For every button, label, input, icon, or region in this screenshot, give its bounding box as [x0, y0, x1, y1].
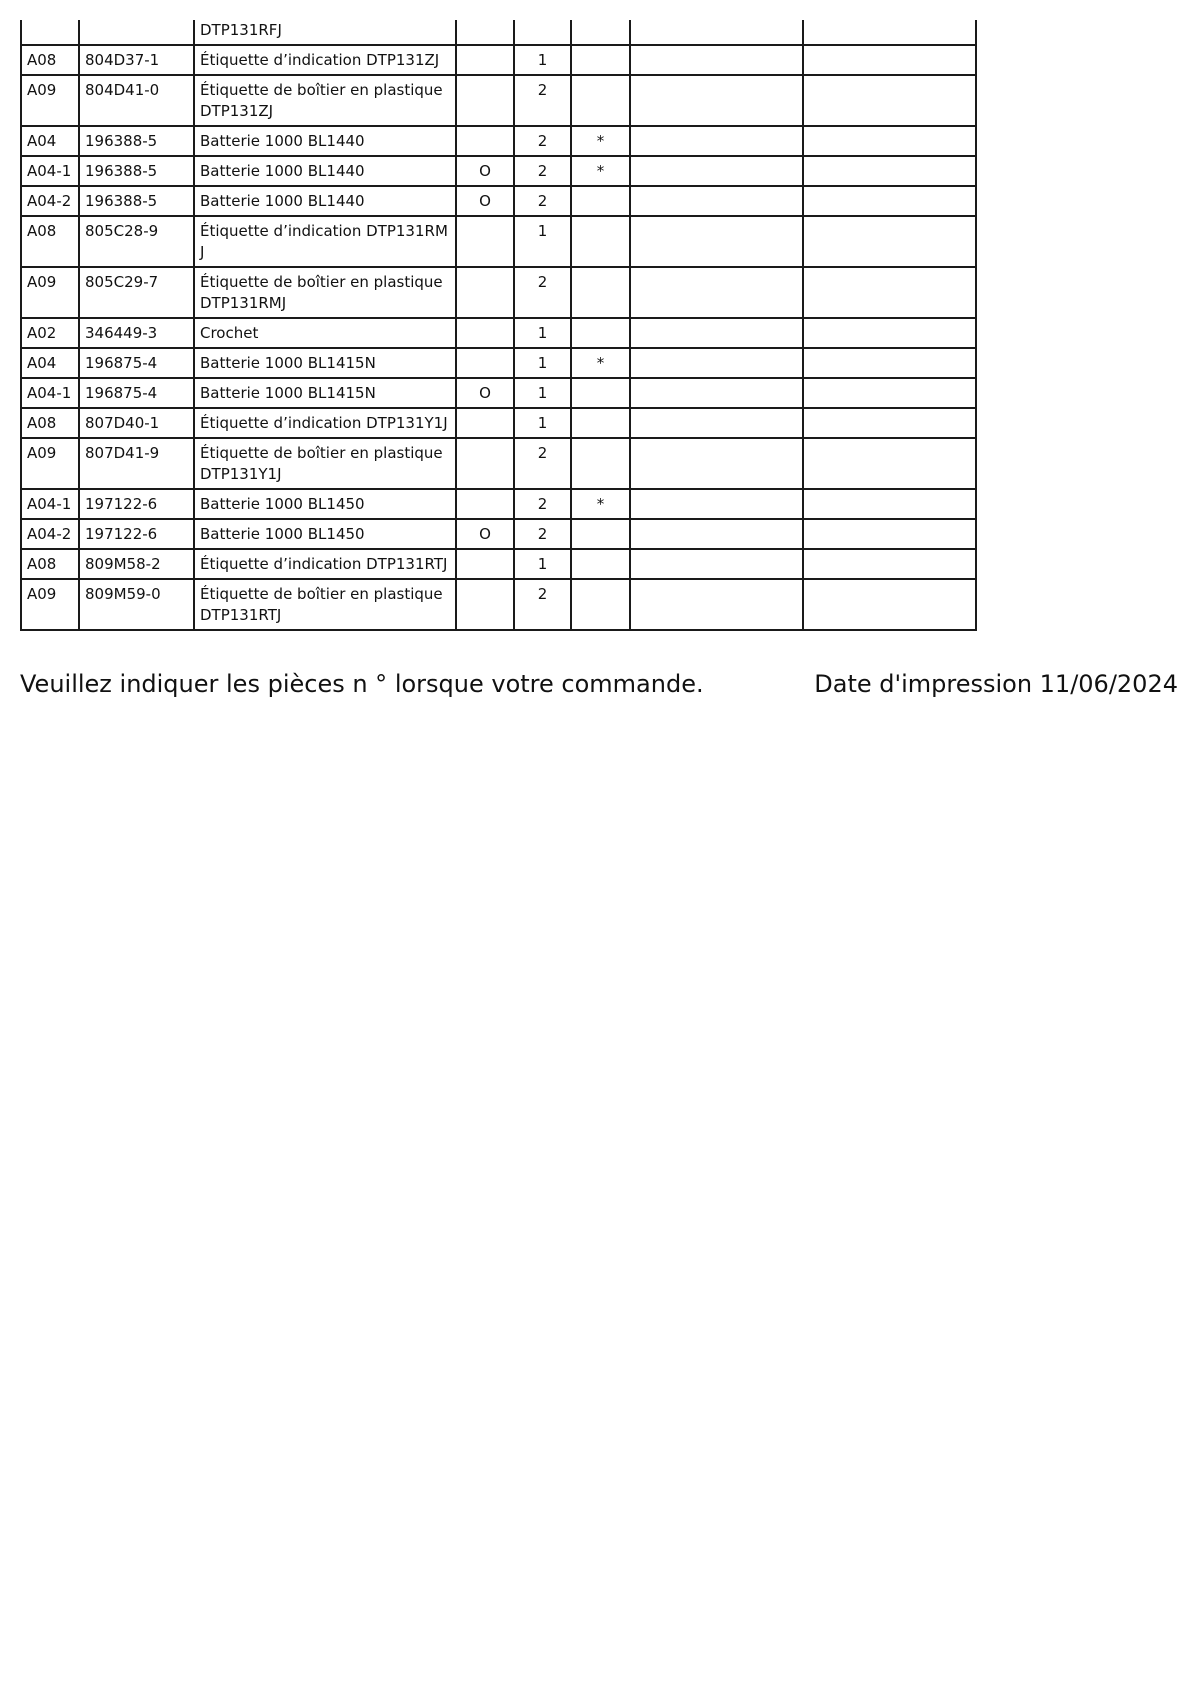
ref-cell: A02 — [21, 318, 79, 348]
note-cell: * — [571, 489, 630, 519]
description-cell: DTP131RFJ — [194, 20, 456, 45]
description-cell: Batterie 1000 BL1440 — [194, 186, 456, 216]
table-row — [21, 489, 976, 519]
quantity-cell: 2 — [514, 75, 571, 126]
description-cell: Batterie 1000 BL1415N — [194, 348, 456, 378]
table-row — [21, 549, 976, 579]
description-cell: Étiquette d’indication DTP131Y1J — [194, 408, 456, 438]
note-cell: * — [571, 156, 630, 186]
blank-cell — [630, 20, 803, 45]
option-cell — [456, 408, 514, 438]
quantity-cell: 2 — [514, 489, 571, 519]
description-cell: Étiquette de boîtier en plastique DTP131RTJ — [194, 579, 456, 630]
part-number-cell: 804D41-0 — [79, 75, 194, 126]
description-cell: Étiquette de boîtier en plastique DTP131Y1J — [194, 438, 456, 489]
option-cell: O — [456, 156, 514, 186]
ref-cell: A04-1 — [21, 156, 79, 186]
note-cell — [571, 519, 630, 549]
blank-cell — [803, 267, 976, 318]
description-cell: Étiquette d’indication DTP131RTJ — [194, 549, 456, 579]
option-cell — [456, 579, 514, 630]
blank-cell — [803, 126, 976, 156]
option-cell — [456, 75, 514, 126]
part-number-cell: 807D41-9 — [79, 438, 194, 489]
description-cell: Étiquette d’indication DTP131ZJ — [194, 45, 456, 75]
print-date: Date d'impression 11/06/2024 — [814, 670, 1178, 698]
ref-cell: A04-2 — [21, 519, 79, 549]
quantity-cell: 1 — [514, 216, 571, 267]
part-number-cell: 805C29-7 — [79, 267, 194, 318]
quantity-cell: 1 — [514, 348, 571, 378]
note-cell — [571, 186, 630, 216]
ref-cell: A09 — [21, 438, 79, 489]
part-number-cell: 196388-5 — [79, 186, 194, 216]
quantity-cell: 2 — [514, 519, 571, 549]
part-number-cell: 804D37-1 — [79, 45, 194, 75]
blank-cell — [803, 549, 976, 579]
ref-cell: A08 — [21, 549, 79, 579]
blank-cell — [630, 318, 803, 348]
blank-cell — [803, 378, 976, 408]
option-cell — [456, 20, 514, 45]
table-row — [21, 75, 976, 126]
description-cell: Crochet — [194, 318, 456, 348]
ref-cell: A04-1 — [21, 489, 79, 519]
quantity-cell: 2 — [514, 267, 571, 318]
blank-cell — [803, 186, 976, 216]
option-cell — [456, 45, 514, 75]
quantity-cell: 2 — [514, 156, 571, 186]
table-row — [21, 579, 976, 630]
table-row — [21, 267, 976, 318]
description-cell: Étiquette de boîtier en plastique DTP131RMJ — [194, 267, 456, 318]
note-cell — [571, 549, 630, 579]
part-number-cell: 197122-6 — [79, 519, 194, 549]
blank-cell — [630, 408, 803, 438]
quantity-cell — [514, 20, 571, 45]
note-cell — [571, 408, 630, 438]
option-cell — [456, 126, 514, 156]
table-row — [21, 45, 976, 75]
description-cell: Batterie 1000 BL1440 — [194, 156, 456, 186]
ref-cell: A09 — [21, 579, 79, 630]
blank-cell — [630, 489, 803, 519]
part-number-cell: 809M59-0 — [79, 579, 194, 630]
description-cell: Batterie 1000 BL1415N — [194, 378, 456, 408]
blank-cell — [630, 549, 803, 579]
table-row — [21, 408, 976, 438]
description-cell: Batterie 1000 BL1440 — [194, 126, 456, 156]
option-cell — [456, 216, 514, 267]
part-number-cell: 346449-3 — [79, 318, 194, 348]
description-cell: Batterie 1000 BL1450 — [194, 519, 456, 549]
table-row — [21, 519, 976, 549]
blank-cell — [803, 579, 976, 630]
quantity-cell: 1 — [514, 549, 571, 579]
blank-cell — [630, 519, 803, 549]
part-number-cell: 196388-5 — [79, 156, 194, 186]
option-cell — [456, 549, 514, 579]
part-number-cell: 809M58-2 — [79, 549, 194, 579]
ref-cell: A09 — [21, 75, 79, 126]
ref-cell: A08 — [21, 45, 79, 75]
table-row — [21, 156, 976, 186]
ref-cell: A04 — [21, 348, 79, 378]
part-number-cell — [79, 20, 194, 45]
ref-cell: A04-2 — [21, 186, 79, 216]
table-row — [21, 126, 976, 156]
quantity-cell: 1 — [514, 45, 571, 75]
part-number-cell: 196388-5 — [79, 126, 194, 156]
blank-cell — [630, 126, 803, 156]
blank-cell — [630, 438, 803, 489]
blank-cell — [803, 318, 976, 348]
blank-cell — [803, 45, 976, 75]
parts-table — [20, 20, 977, 631]
ref-cell: A04-1 — [21, 378, 79, 408]
blank-cell — [803, 489, 976, 519]
blank-cell — [803, 156, 976, 186]
part-number-cell: 807D40-1 — [79, 408, 194, 438]
quantity-cell: 2 — [514, 186, 571, 216]
description-cell: Étiquette d’indication DTP131RM J — [194, 216, 456, 267]
blank-cell — [630, 216, 803, 267]
note-cell — [571, 318, 630, 348]
note-cell — [571, 438, 630, 489]
option-cell — [456, 438, 514, 489]
blank-cell — [803, 75, 976, 126]
description-cell: Étiquette de boîtier en plastique DTP131ZJ — [194, 75, 456, 126]
blank-cell — [630, 45, 803, 75]
parts-table-body — [21, 20, 976, 630]
option-cell: O — [456, 186, 514, 216]
note-cell — [571, 267, 630, 318]
quantity-cell: 1 — [514, 408, 571, 438]
table-row — [21, 438, 976, 489]
part-number-cell: 805C28-9 — [79, 216, 194, 267]
note-cell — [571, 579, 630, 630]
ref-cell: A08 — [21, 408, 79, 438]
table-row — [21, 318, 976, 348]
ref-cell: A04 — [21, 126, 79, 156]
blank-cell — [630, 579, 803, 630]
part-number-cell: 196875-4 — [79, 378, 194, 408]
ref-cell: A09 — [21, 267, 79, 318]
option-cell — [456, 348, 514, 378]
note-cell — [571, 216, 630, 267]
option-cell — [456, 267, 514, 318]
note-cell: * — [571, 348, 630, 378]
note-cell — [571, 20, 630, 45]
note-cell — [571, 45, 630, 75]
quantity-cell: 1 — [514, 378, 571, 408]
part-number-cell: 196875-4 — [79, 348, 194, 378]
table-row — [21, 348, 976, 378]
ref-cell: A08 — [21, 216, 79, 267]
blank-cell — [803, 438, 976, 489]
option-cell: O — [456, 378, 514, 408]
blank-cell — [630, 156, 803, 186]
blank-cell — [630, 75, 803, 126]
note-cell — [571, 378, 630, 408]
note-cell — [571, 75, 630, 126]
option-cell — [456, 489, 514, 519]
table-row — [21, 378, 976, 408]
blank-cell — [630, 378, 803, 408]
ref-cell — [21, 20, 79, 45]
blank-cell — [803, 348, 976, 378]
blank-cell — [803, 20, 976, 45]
table-row — [21, 216, 976, 267]
blank-cell — [803, 408, 976, 438]
blank-cell — [630, 348, 803, 378]
quantity-cell: 2 — [514, 126, 571, 156]
blank-cell — [630, 267, 803, 318]
blank-cell — [630, 186, 803, 216]
order-instruction-note: Veuillez indiquer les pièces n ° lorsque votre commande. — [20, 670, 704, 698]
blank-cell — [803, 519, 976, 549]
blank-cell — [803, 216, 976, 267]
quantity-cell: 1 — [514, 318, 571, 348]
part-number-cell: 197122-6 — [79, 489, 194, 519]
table-row — [21, 186, 976, 216]
description-cell: Batterie 1000 BL1450 — [194, 489, 456, 519]
option-cell: O — [456, 519, 514, 549]
quantity-cell: 2 — [514, 438, 571, 489]
note-cell: * — [571, 126, 630, 156]
option-cell — [456, 318, 514, 348]
quantity-cell: 2 — [514, 579, 571, 630]
table-row — [21, 20, 976, 45]
